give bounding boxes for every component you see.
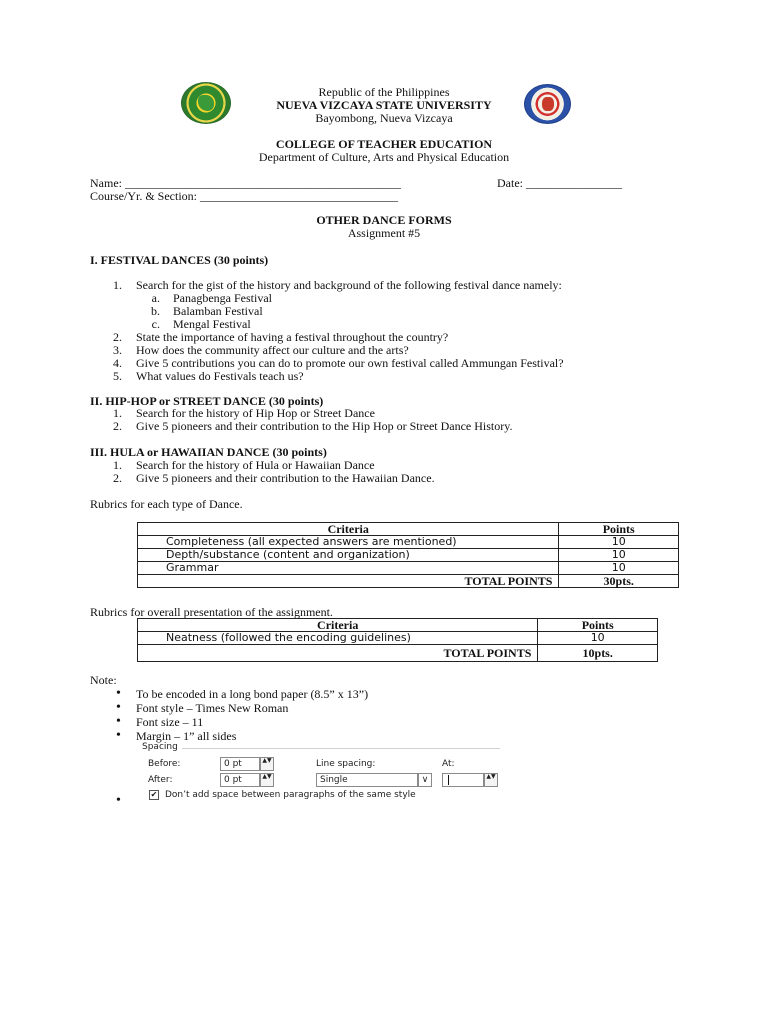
sub-list-item	[0, 291, 768, 305]
list-number: 3.	[113, 343, 122, 357]
university-name: NUEVA VIZCAYA STATE UNIVERSITY	[276, 98, 492, 112]
bullet-item	[0, 715, 768, 729]
bullet-marker: •	[116, 700, 121, 715]
after-label: After:	[148, 775, 173, 785]
dont-add-space-checkbox[interactable]: ✔	[150, 790, 158, 799]
after-spinner-arrows-icon[interactable]: ▲▼	[260, 773, 274, 787]
rubric-1-caption: Rubrics for each type of Dance.	[90, 497, 243, 511]
bullet-text: To be encoded in a long bond paper (8.5” x 13”)	[136, 687, 369, 701]
sub-list-text: Panagbenga Festival	[173, 291, 272, 305]
bullet-marker: •	[116, 714, 121, 729]
sub-list-letter: a.	[151, 291, 160, 305]
list-number: 2.	[113, 330, 122, 344]
course-field: Course/Yr. & Section: _________________________________	[90, 189, 398, 203]
university-location: Bayombong, Nueva Vizcaya	[315, 111, 453, 125]
criteria-cell: Grammar	[138, 562, 559, 575]
list-item	[0, 419, 768, 433]
rubric-2-table	[137, 618, 658, 662]
list-number: 5.	[113, 369, 122, 383]
bullet-item	[0, 729, 768, 743]
points-cell: 10	[538, 632, 658, 645]
before-spacing-input[interactable]: 0 pt	[220, 757, 260, 771]
list-item	[0, 278, 768, 292]
college-name: COLLEGE OF TEACHER EDUCATION	[275, 137, 493, 151]
bullet-item	[0, 687, 768, 701]
points-cell: 10	[559, 549, 679, 562]
list-number: 4.	[113, 356, 122, 370]
sub-list-item	[0, 304, 768, 318]
list-text: Search for the gist of the history and background of the following festival dance namely:	[136, 278, 562, 292]
sub-list-text: Balamban Festival	[173, 304, 263, 318]
chevron-down-icon[interactable]: ∨	[418, 773, 432, 787]
points-cell: 10	[559, 536, 679, 549]
list-item	[0, 343, 768, 357]
before-label: Before:	[148, 759, 181, 769]
spacing-title: Spacing	[142, 742, 178, 752]
date-field: Date: ________________	[497, 176, 622, 190]
dont-add-space-label: Don’t add space between paragraphs of the same style	[165, 790, 416, 800]
assignment-title: OTHER DANCE FORMS	[316, 213, 452, 227]
at-spinner-arrows-icon[interactable]: ▲▼	[484, 773, 498, 787]
list-number: 2.	[113, 471, 122, 485]
list-text: Search for the history of Hip Hop or Street Dance	[136, 406, 375, 420]
list-number: 2.	[113, 419, 122, 433]
total-value: 30pts.	[559, 575, 679, 588]
list-text: What values do Festivals teach us?	[136, 369, 304, 383]
table-header-row	[138, 523, 679, 536]
list-text: How does the community affect our culture and the arts?	[136, 343, 409, 357]
table-total-row	[138, 645, 658, 662]
criteria-cell: Neatness (followed the encoding guidelines)	[138, 632, 538, 645]
bullet-marker: •	[116, 728, 121, 743]
list-number: 1.	[113, 458, 122, 472]
table-row	[138, 632, 658, 645]
line-spacing-select[interactable]: Single	[316, 773, 418, 787]
bullet-marker: •	[116, 686, 121, 701]
points-cell: 10	[559, 562, 679, 575]
list-text: Give 5 contributions you can do to promote our own festival called Ammungan Festival?	[136, 356, 564, 370]
department-name: Department of Culture, Arts and Physical Education	[258, 150, 510, 164]
bullet-text: Font size – 11	[136, 715, 204, 729]
list-item	[0, 458, 768, 472]
before-spinner-arrows-icon[interactable]: ▲▼	[260, 757, 274, 771]
criteria-header: Criteria	[138, 619, 538, 632]
sub-list-letter: c.	[151, 317, 160, 331]
divider	[182, 748, 500, 749]
list-number: 1.	[113, 406, 122, 420]
total-label: TOTAL POINTS	[138, 575, 559, 588]
section-2-heading: II. HIP-HOP or STREET DANCE (30 points)	[90, 394, 324, 408]
empty-bullet-item	[0, 794, 768, 808]
list-text: Give 5 pioneers and their contribution to the Hip Hop or Street Dance History.	[136, 419, 513, 433]
list-text: Give 5 pioneers and their contribution to the Hawaiian Dance.	[136, 471, 435, 485]
assignment-number: Assignment #5	[347, 226, 421, 240]
sub-list-item	[0, 317, 768, 331]
bullet-item	[0, 701, 768, 715]
rubric-1-table	[137, 522, 679, 588]
name-field: Name: ______________________________________________	[90, 176, 401, 190]
list-item	[0, 369, 768, 383]
criteria-header: Criteria	[138, 523, 559, 536]
list-item	[0, 471, 768, 485]
total-value: 10pts.	[538, 645, 658, 662]
table-row	[138, 549, 679, 562]
bullet-text: Margin – 1” all sides	[136, 729, 237, 743]
sub-list-text: Mengal Festival	[173, 317, 251, 331]
bullet-text: Font style – Times New Roman	[136, 701, 289, 715]
note-label: Note:	[90, 673, 117, 687]
list-text: State the importance of having a festival throughout the country?	[136, 330, 449, 344]
table-total-row	[138, 575, 679, 588]
after-spacing-input[interactable]: 0 pt	[220, 773, 260, 787]
points-header: Points	[559, 523, 679, 536]
list-item	[0, 330, 768, 344]
list-text: Search for the history of Hula or Hawaiian Dance	[136, 458, 375, 472]
at-label: At:	[442, 759, 455, 769]
rubric-2-caption: Rubrics for overall presentation of the assignment.	[90, 605, 333, 619]
sub-list-letter: b.	[151, 304, 160, 318]
list-number: 1.	[113, 278, 122, 292]
section-3-heading: III. HULA or HAWAIIAN DANCE (30 points)	[90, 445, 327, 459]
list-item	[0, 356, 768, 370]
criteria-cell: Completeness (all expected answers are mentioned)	[138, 536, 559, 549]
total-label: TOTAL POINTS	[138, 645, 538, 662]
text-cursor	[448, 775, 449, 785]
list-item	[0, 406, 768, 420]
republic-line: Republic of the Philippines	[318, 85, 450, 99]
table-row	[138, 562, 679, 575]
bullet-marker: •	[116, 793, 121, 808]
table-header-row	[138, 619, 658, 632]
section-1-heading: I. FESTIVAL DANCES (30 points)	[90, 253, 269, 267]
points-header: Points	[538, 619, 658, 632]
line-spacing-label: Line spacing:	[316, 759, 376, 769]
table-row	[138, 536, 679, 549]
criteria-cell: Depth/substance (content and organization)	[138, 549, 559, 562]
